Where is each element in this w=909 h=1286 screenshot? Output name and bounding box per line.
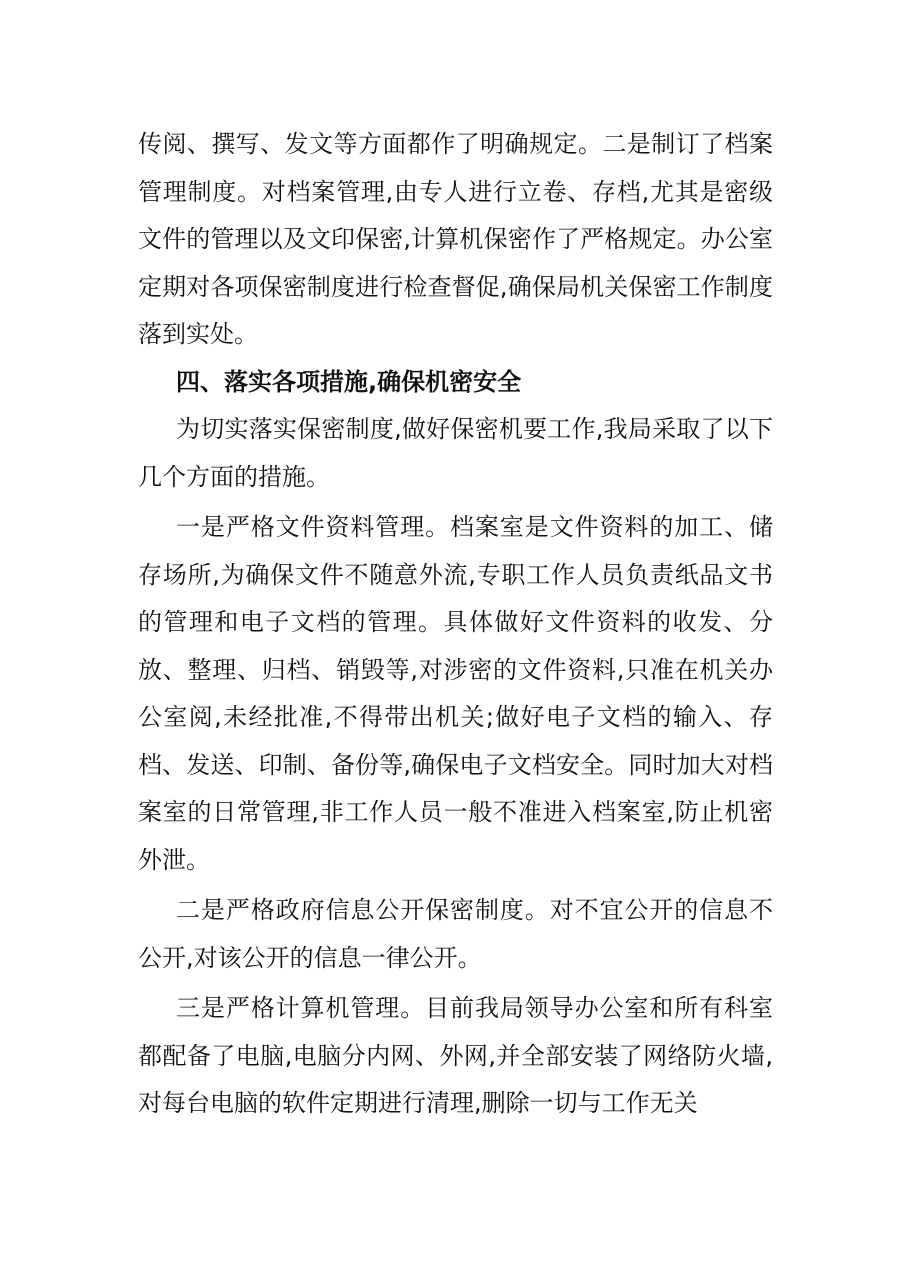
- document-body: [138, 121, 773, 1128]
- paragraph-measures-intro: 为切实落实保密制度,做好保密机要工作,我局采取了以下几个方面的措施。: [138, 415, 773, 491]
- paragraph-info-disclosure: 二是严格政府信息公开保密制度。对不宜公开的信息不公开,对该公开的信息一律公开。: [138, 896, 773, 972]
- paragraph-computer-management: 三是严格计算机管理。目前我局领导办公室和所有科室都配备了电脑,电脑分内网、外网,并全部安装了网络防火墙,对每台电脑的软件定期进行清理,删除一切与工作无关: [138, 994, 773, 1117]
- paragraph-file-management: 一是严格文件资料管理。档案室是文件资料的加工、储存场所,为确保文件不随意外流,专职工作人员负责纸品文书的管理和电子文档的管理。具体做好文件资料的收发、分放、整理、归档、销毁等,对涉密的文件资料,只准在机关办公室阅,未经批准,不得带出机关;做好电子文档的输入、存档、发送、印制、备份等,确保电子文档安全。同时加大对档案室的日常管理,非工作人员一般不准进入档案室,防止机密外泄。: [138, 513, 773, 874]
- paragraph-archive-rules: 传阅、撰写、发文等方面都作了明确规定。二是制订了档案管理制度。对档案管理,由专人进行立卷、存档,尤其是密级文件的管理以及文印保密,计算机保密作了严格规定。办公室定期对各项保密制度进行检查督促,确保局机关保密工作制度落到实处。: [138, 130, 773, 348]
- section-heading-four: 四、落实各项措施,确保机密安全: [176, 367, 522, 396]
